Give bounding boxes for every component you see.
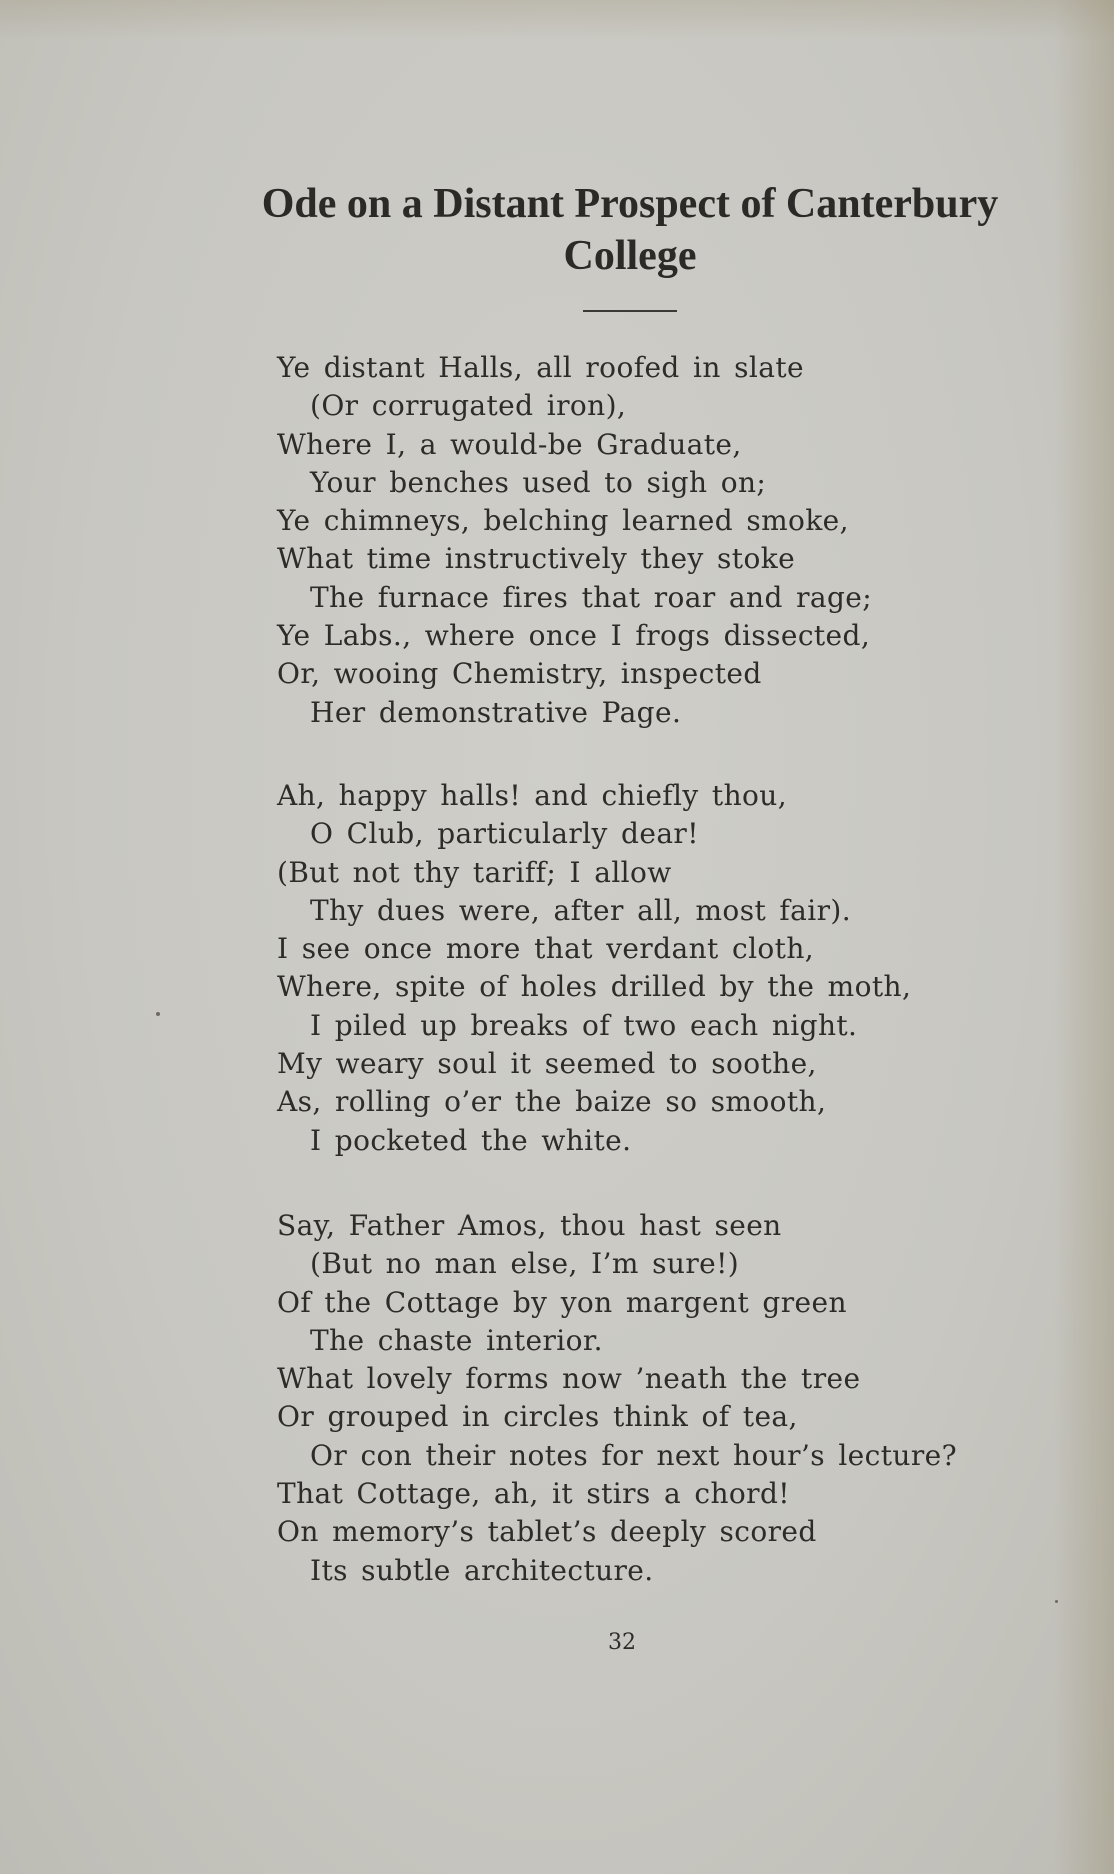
poem-line: Your benches used to sigh on; [310, 465, 767, 499]
poem-line: Or, wooing Chemistry, inspected [277, 657, 762, 691]
poem-line: Ye Labs., where once I frogs dissected, [277, 619, 871, 653]
poem-line: The chaste interior. [310, 1323, 603, 1357]
poem-line: Or con their notes for next hour’s lecture? [310, 1438, 957, 1472]
page-edge-shading [1054, 0, 1114, 1874]
page-top-shading [0, 0, 1114, 40]
poem-line: I pocketed the white. [310, 1123, 632, 1157]
poem-line: I see once more that verdant cloth, [277, 932, 815, 966]
poem-line: Ah, happy halls! and chiefly thou, [277, 779, 788, 812]
poem-line: As, rolling o’er the baize so smooth, [277, 1085, 827, 1119]
poem-line: My weary soul it seemed to soothe, [277, 1047, 817, 1081]
poem-line: Ye distant Halls, all roofed in slate [277, 351, 804, 384]
poem-line: Where I, a would-be Graduate, [277, 427, 742, 461]
poem-line: The furnace fires that roar and rage; [310, 580, 873, 614]
poem-line: Its subtle architecture. [310, 1553, 654, 1587]
poem-line: (But not thy tariff; I allow [277, 855, 672, 889]
poem-line: Or grouped in circles think of tea, [277, 1400, 798, 1434]
stanza-2 [277, 777, 911, 1160]
poem-line: That Cottage, ah, it stirs a chord! [277, 1477, 790, 1511]
poem-line: What lovely forms now ’neath the tree [277, 1362, 861, 1396]
poem-line: O Club, particularly dear! [310, 817, 699, 851]
paper-speck [156, 1012, 160, 1016]
poem-line: What time instructively they stoke [277, 542, 796, 576]
poem-line: Say, Father Amos, thou hast seen [277, 1209, 782, 1242]
paper-speck [1055, 1600, 1058, 1603]
poem-line: Where, spite of holes drilled by the moth, [277, 970, 912, 1004]
poem-title: Ode on a Distant Prospect of Canterbury College [261, 181, 999, 279]
page-number: 32 [608, 1630, 636, 1655]
poem-line: (But no man else, I’m sure!) [310, 1247, 740, 1281]
poem-line: On memory’s tablet’s deeply scored [277, 1515, 817, 1549]
poem-line: Thy dues were, after all, most fair). [310, 893, 852, 927]
poem-line: I piled up breaks of two each night. [310, 1008, 858, 1042]
stanza-3 [277, 1207, 957, 1590]
poem-line: Ye chimneys, belching learned smoke, [277, 504, 849, 538]
stanza-1 [277, 349, 872, 732]
title-divider [583, 310, 677, 312]
poem-line: Her demonstrative Page. [310, 695, 682, 729]
poem-line: Of the Cottage by yon margent green [277, 1285, 847, 1319]
poem-line: (Or corrugated iron), [310, 389, 627, 423]
